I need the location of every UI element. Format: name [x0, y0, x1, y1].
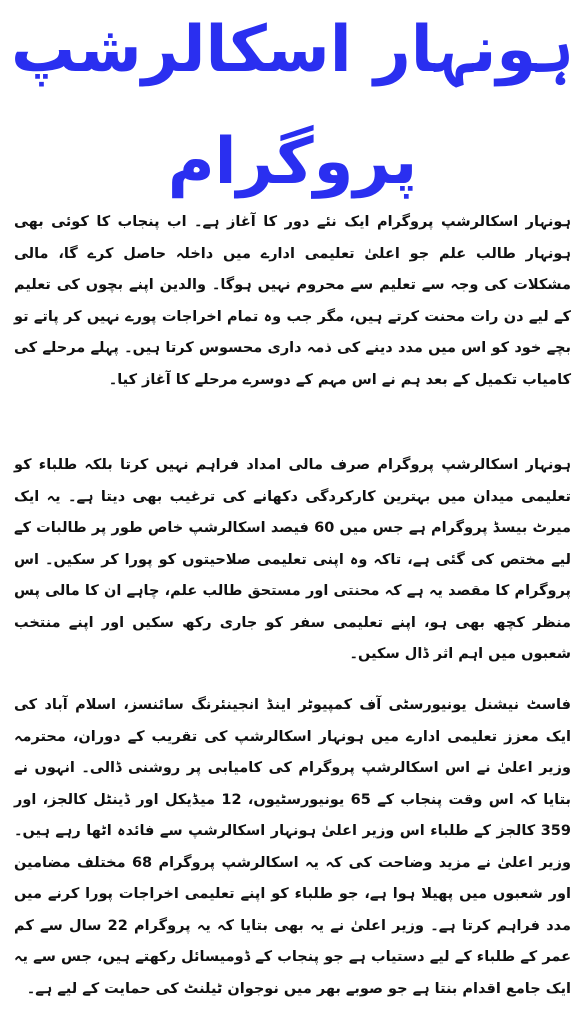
article-paragraph-3: فاسٹ نیشنل یونیورسٹی آف کمپیوٹر اینڈ انجینئرنگ سائنسز، اسلام آباد کی ایک معزز تعلیمی ادارے میں ہونہار اسکالرشپ کی تقریب کے دوران، محترمہ وزیر اعلیٰ نے اس اسکالرشپ پروگرام کی کامیابی پر روشنی ڈالی۔ انہوں نے بتایا کہ اس وقت پنجاب کے 65 یونیورسٹیوں، 12 میڈیکل اور ڈینٹل کالجز، اور 359 کالجز کے طلباء اس وزیر اعلیٰ ہونہار اسکالرشپ سے فائدہ اٹھا رہے ہیں۔ وزیر اعلیٰ نے مزید وضاحت کی کہ یہ اسکالرشپ پروگرام 68 مختلف مضامین اور شعبوں میں پھیلا ہوا ہے، جو طلباء کو اپنے تعلیمی اخراجات پورا کرنے میں مدد فراہم کرتا ہے۔ وزیر اعلیٰ نے یہ بھی بتایا کہ یہ پروگرام 22 سال سے کم عمر کے طلباء کے لیے دستیاب ہے جو پنجاب کے ڈومیسائل رکھتے ہیں، جس سے یہ ایک جامع اقدام بنتا ہے جو صوبے بھر میں نوجوان ٹیلنٹ کی حمایت کے لیے ہے۔ — [14, 697, 571, 997]
article-title-line-2: پروگرام — [167, 125, 418, 199]
article-title-line-1: ہونہار اسکالرشپ — [11, 13, 574, 87]
article-paragraph-2: ہونہار اسکالرشپ پروگرام صرف مالی امداد فراہم نہیں کرتا بلکہ طلباء کو تعلیمی میدان میں بہترین کارکردگی دکھانے کی ترغیب بھی دیتا ہے۔ یہ ایک میرٹ بیسڈ پروگرام ہے جس میں 60 فیصد اسکالرشپ خاص طور پر طالبات کے لیے مختص کی گئی ہے، تاکہ وہ اپنی تعلیمی صلاحیتوں کو پورا کر سکیں۔ اس پروگرام کا مقصد یہ ہے کہ محنتی اور مستحق طالب علم، چاہے ان کا مالی پس منظر کچھ بھی ہو، اپنے تعلیمی سفر کو جاری رکھ سکیں اور اپنے منتخب شعبوں میں اہم اثر ڈال سکیں۔ — [14, 457, 571, 662]
article-paragraph-1: ہونہار اسکالرشپ پروگرام ایک نئے دور کا آغاز ہے۔ اب پنجاب کا کوئی بھی ہونہار طالب علم جو اعلیٰ تعلیمی ادارے میں داخلہ حاصل کرے گا، مالی مشکلات کی وجہ سے تعلیم سے محروم نہیں ہوگا۔ والدین اپنے بچوں کی تعلیم کے لیے دن رات محنت کرتے ہیں، مگر جب وہ تمام اخراجات پورے نہیں کر پاتے تو بچے خود کو اس میں مدد دینے کی ذمہ داری محسوس کرتا ہیں۔ پہلے مرحلے کی کامیاب تکمیل کے بعد ہم نے اس مہم کے دوسرے مرحلے کا آغاز کیا۔ — [14, 214, 571, 388]
